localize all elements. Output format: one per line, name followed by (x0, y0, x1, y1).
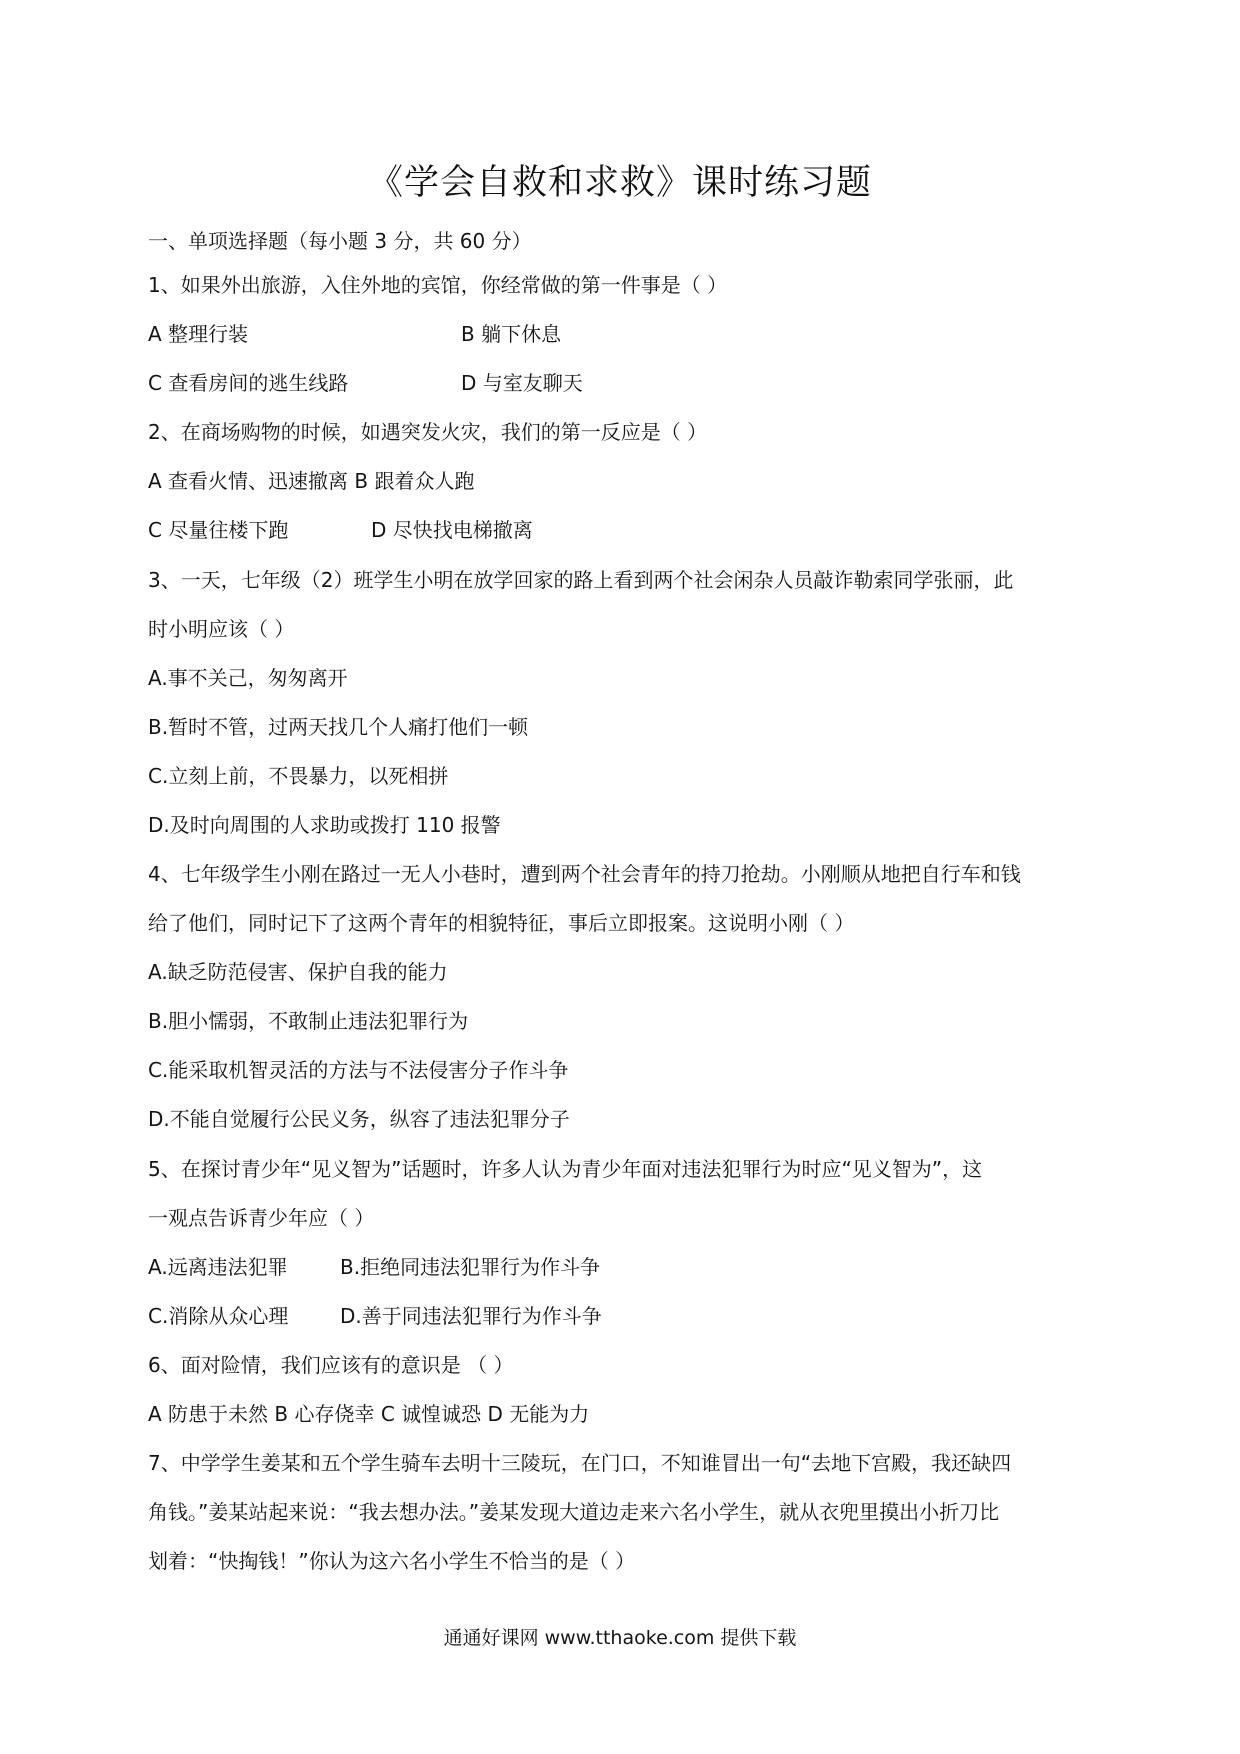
question-1-option-a: A 整理行装 (148, 322, 249, 346)
page-footer: 通通好课网 www.tthaoke.com 提供下载 (443, 1627, 797, 1649)
question-3-option-d: D.及时向周围的人求助或拨打 110 报警 (148, 813, 501, 837)
question-7-stem-line-3: 划着：“快掏钱！”你认为这六名小学生不恰当的是（ ） (148, 1549, 636, 1573)
question-4-option-c: C.能采取机智灵活的方法与不法侵害分子作斗争 (148, 1058, 569, 1082)
question-2-option-d: D 尽快找电梯撤离 (371, 518, 533, 542)
question-4-option-a: A.缺乏防范侵害、保护自我的能力 (148, 960, 448, 984)
question-4-stem-line-2: 给了他们，同时记下了这两个青年的相貌特征，事后立即报案。这说明小刚（ ） (148, 911, 855, 935)
question-5-stem-line-1: 5、在探讨青少年“见义智为”话题时，许多人认为青少年面对违法犯罪行为时应“见义智为”，这 (148, 1157, 983, 1181)
question-7-stem-line-1: 7、中学学生姜某和五个学生骑车去明十三陵玩，在门口，不知谁冒出一句“去地下宫殿，我还缺四 (148, 1451, 1012, 1475)
page-title: 《学会自救和求救》课时练习题 (367, 163, 872, 203)
question-5-option-a: A.远离违法犯罪 (148, 1255, 288, 1279)
question-1-option-c: C 查看房间的逃生线路 (148, 371, 349, 395)
question-5-option-b: B.拒绝同违法犯罪行为作斗争 (340, 1255, 601, 1279)
question-1-option-d: D 与室友聊天 (461, 371, 583, 395)
section-heading: 一、单项选择题（每小题 3 分，共 60 分） (148, 229, 532, 253)
question-3-option-c: C.立刻上前，不畏暴力，以死相拼 (148, 764, 449, 788)
question-1-option-b: B 躺下休息 (461, 322, 562, 346)
question-5-option-c: C.消除从众心理 (148, 1304, 289, 1328)
question-6-options: A 防患于未然 B 心存侥幸 C 诚惶诚恐 D 无能为力 (148, 1402, 590, 1426)
question-5-stem-line-2: 一观点告诉青少年应（ ） (148, 1206, 375, 1230)
question-6-stem: 6、面对险情，我们应该有的意识是 （ ） (148, 1353, 514, 1377)
question-4-option-b: B.胆小懦弱，不敢制止违法犯罪行为 (148, 1009, 469, 1033)
question-4-stem-line-1: 4、七年级学生小刚在路过一无人小巷时，遭到两个社会青年的持刀抢劫。小刚顺从地把自行车和钱 (148, 862, 1021, 886)
question-7-stem-line-2: 角钱。”姜某站起来说：“我去想办法。”姜某发现大道边走来六名小学生，就从衣兜里摸出小折刀比 (148, 1500, 1000, 1524)
question-3-option-b: B.暂时不管，过两天找几个人痛打他们一顿 (148, 715, 529, 739)
question-4-option-d: D.不能自觉履行公民义务，纵容了违法犯罪分子 (148, 1107, 570, 1131)
question-3-option-a: A.事不关己，匆匆离开 (148, 666, 348, 690)
question-1-stem: 1、如果外出旅游，入住外地的宾馆，你经常做的第一件事是（ ） (148, 273, 728, 297)
question-5-option-d: D.善于同违法犯罪行为作斗争 (340, 1304, 602, 1328)
question-3-stem-line-1: 3、一天，七年级（2）班学生小明在放学回家的路上看到两个社会闲杂人员敲诈勒索同学张丽，此 (148, 568, 1014, 592)
question-2-option-c: C 尽量往楼下跑 (148, 518, 289, 542)
question-2-stem: 2、在商场购物的时候，如遇突发火灾，我们的第一反应是（ ） (148, 420, 708, 444)
question-3-stem-line-2: 时小明应该（ ） (148, 617, 295, 641)
question-2-options-ab: A 查看火情、迅速撤离 B 跟着众人跑 (148, 469, 475, 493)
